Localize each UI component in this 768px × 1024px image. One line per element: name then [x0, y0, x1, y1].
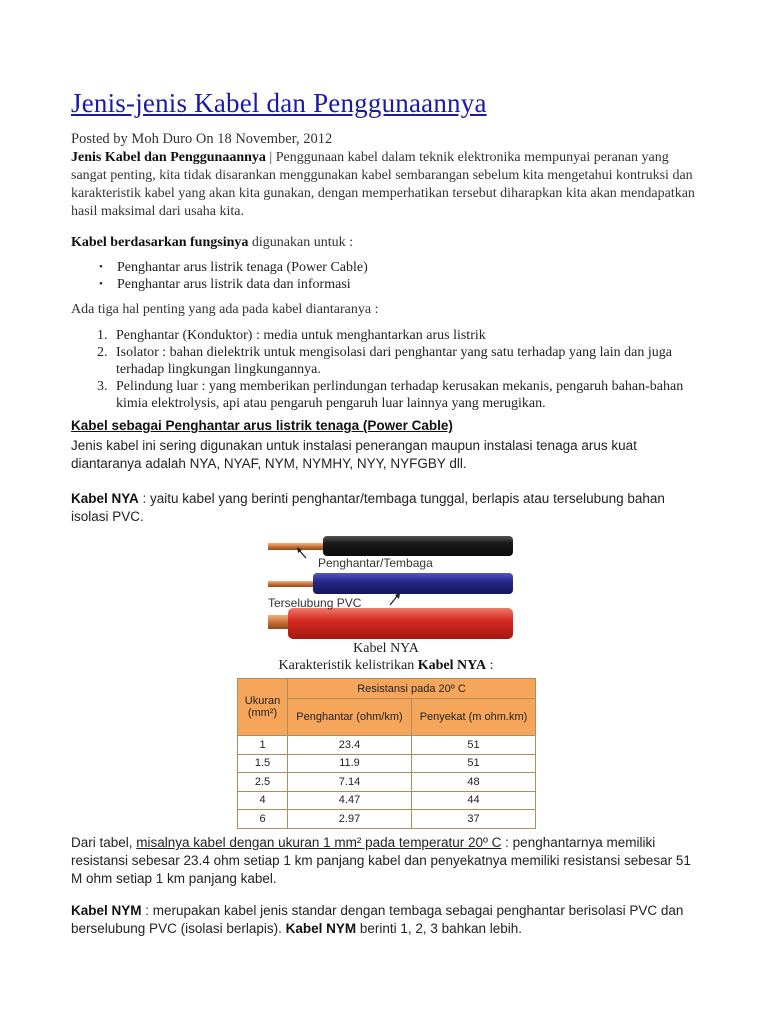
- power-paragraph: Jenis kabel ini sering digunakan untuk instalasi penerangan maupun instalasi tenaga arus kuat diantaranya adalah NYA, NYAF, NYM, NYMHY, NYY, NYFGBY dll.: [71, 438, 637, 471]
- caption-text: :: [486, 658, 494, 673]
- dari-text: : penghantarnya memiliki resistansi sebesar 23.4 ohm setiap 1 km panjang kabel dan penyekatnya memiliki resistansi sebesar 51 M ohm setiap 1 km panjang kabel.: [71, 835, 691, 886]
- fungsi-list: [71, 259, 368, 293]
- table-cell: 4: [238, 791, 288, 810]
- blue-cable: [313, 573, 513, 594]
- dari-tabel-paragraph: [71, 834, 701, 888]
- table-cell: 1: [238, 736, 288, 755]
- list-item: [97, 327, 701, 344]
- nym-bold: Kabel NYM: [71, 903, 142, 918]
- fungsi-paragraph: [71, 234, 701, 252]
- caption-text: Karakteristik kelistrikan: [278, 658, 418, 673]
- table-cell: 4.47: [288, 791, 412, 810]
- table-cell: 7.14: [288, 773, 412, 792]
- list-item: [97, 344, 701, 378]
- table-cell: 23.4: [288, 736, 412, 755]
- table-cell: 48: [412, 773, 536, 792]
- table-cell: 2.97: [288, 810, 412, 829]
- fungsi-bold: Kabel berdasarkan fungsinya: [71, 235, 249, 250]
- resistansi-table-wrap: [237, 678, 536, 829]
- nya-paragraph: [71, 490, 701, 526]
- table-row: [238, 754, 536, 773]
- cable-illustration: [268, 533, 513, 641]
- copper-core-2: [268, 581, 316, 587]
- col-header-ukuran: Ukuran (mm²): [238, 679, 288, 736]
- list-text: Penghantar (Konduktor) : media untuk menghantarkan arus listrik: [116, 328, 486, 343]
- table-row: [238, 773, 536, 792]
- table-row: [238, 810, 536, 829]
- col-header-penyekat: Penyekat (m ohm.km): [412, 699, 536, 736]
- list-item: • Penghantar arus listrik data dan informasi: [117, 276, 368, 293]
- table-cell: 37: [412, 810, 536, 829]
- kabel-nya-image: [268, 533, 513, 641]
- list-number: 1.: [97, 328, 108, 343]
- label-terselubung: Terselubung PVC: [268, 596, 362, 610]
- list-text: Isolator : bahan dielektrik untuk mengisolasi dari penghantar yang satu terhadap yang lain dan juga terhadap lingkungan lingkungannya.: [116, 345, 672, 377]
- power-heading: [71, 418, 701, 433]
- list-number: 3.: [97, 379, 108, 394]
- caption-bold: Kabel NYA: [417, 658, 487, 673]
- nym-paragraph: [71, 902, 701, 938]
- table-cell: 51: [412, 736, 536, 755]
- table-cell: 6: [238, 810, 288, 829]
- table-cell: 1.5: [238, 754, 288, 773]
- dari-underlined: misalnya kabel dengan ukuran 1 mm² pada temperatur 20º C: [136, 835, 502, 850]
- nya-bold: Kabel NYA: [71, 491, 139, 506]
- label-penghantar: Penghantar/Tembaga: [318, 556, 433, 570]
- col-header-penghantar: Penghantar (ohm/km): [288, 699, 412, 736]
- nym-text: berinti 1, 2, 3 bahkan lebih.: [356, 921, 522, 936]
- list-item: • Penghantar arus listrik tenaga (Power Cable): [117, 259, 368, 276]
- table-row: [238, 736, 536, 755]
- resistansi-table: [237, 678, 536, 829]
- power-heading-text: Kabel sebagai Penghantar arus listrik tenaga (Power Cable): [71, 418, 453, 433]
- intro-text: | Penggunaan kabel dalam teknik elektronika mempunyai peranan yang sangat penting, kita tidak disarankan menggunakan kabel sembarangan sebelum kita mengetahui kontruksi dan karakteristik kabel yang akan kita gunakan, dengan memperhatikan tersebut diharapkan kita akan mendapatkan hasil maksimal dari usaha kita.: [71, 150, 695, 219]
- nya-text: : yaitu kabel yang berinti penghantar/tembaga tunggal, berlapis atau terselubung bahan isolasi PVC.: [71, 491, 665, 524]
- list-text: Pelindung luar : yang memberikan perlindungan terhadap kerusakan mekanis, pengaruh bahan-bahan kimia elektrolysis, api atau pengaruh pengaruh luar lainnya yang merugikan.: [116, 379, 684, 411]
- nym-text: : merupakan kabel jenis standar dengan tembaga sebagai penghantar berisolasi PVC dan berselubung PVC (isolasi berlapis).: [71, 903, 684, 936]
- fungsi-text: digunakan untuk :: [248, 235, 353, 250]
- nym-bold: Kabel NYM: [285, 921, 357, 936]
- table-row: [238, 791, 536, 810]
- table-cell: 2.5: [238, 773, 288, 792]
- intro-paragraph: [71, 149, 701, 221]
- list-item: [97, 378, 701, 412]
- table-cell: 44: [412, 791, 536, 810]
- copper-core-3: [268, 615, 290, 629]
- group-header-resistansi: Resistansi pada 20º C: [288, 679, 536, 699]
- copper-core-1: [268, 543, 326, 550]
- table-cell: 51: [412, 754, 536, 773]
- list-number: 2.: [97, 345, 108, 360]
- tiga-hal-paragraph: Ada tiga hal penting yang ada pada kabel diantaranya :: [71, 302, 379, 317]
- article-title[interactable]: Jenis-jenis Kabel dan Penggunaannya: [71, 88, 487, 118]
- red-cable: [288, 608, 513, 639]
- dari-text: Dari tabel,: [71, 835, 137, 850]
- intro-bold: Jenis Kabel dan Penggunaannya: [71, 150, 266, 165]
- caption-kabel-nya: Kabel NYA: [353, 641, 419, 656]
- posted-by: Posted by Moh Duro On 18 November, 2012: [71, 131, 333, 147]
- black-cable: [323, 536, 513, 556]
- caption-karakteristik: [71, 658, 701, 674]
- tiga-hal-list: [71, 327, 701, 412]
- table-cell: 11.9: [288, 754, 412, 773]
